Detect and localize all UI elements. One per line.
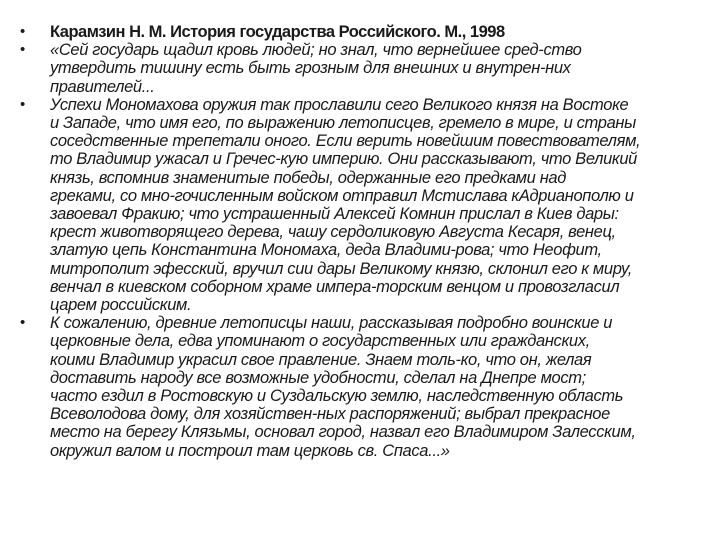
slide-content [0, 23, 720, 460]
text-line: крест животворящего дерева, чашу сердоликовую Августа Кесаря, венец, [50, 223, 616, 242]
text-line: доставить народу все возможные удобности, сделал на Днепре мост; [50, 368, 586, 387]
text-line: митрополит эфесский, вручил сии дары Великому князю, склонил его к миру, [50, 259, 633, 278]
quote-paragraph [0, 314, 720, 460]
text-line: «Сей государь щадил кровь людей; но знал, что вернейшее сред-ство [50, 41, 582, 60]
text-line: коими Владимир украсил свое правление. Знаем толь-ко, что он, желая [50, 350, 592, 369]
text-line: Всеволодова дому, для хозяйствен-ных распоряжений; выбрал прекрасное [50, 405, 610, 424]
bullet-icon: • [20, 41, 26, 59]
text-line: греками, со мно-гочисленным войском отправил Мстислава кАдрианополю и [50, 186, 634, 205]
text-line: Успехи Мономахова оружия так прославили сего Великого князя на Востоке [50, 95, 629, 114]
text-line: место на берегу Клязьмы, основал город, назвал его Владимиром Залесским, [50, 423, 636, 442]
text-line: и Западе, что имя его, по выражению летописцев, гремело в мире, и страны [50, 114, 636, 133]
bullet-icon: • [20, 314, 26, 332]
text-line: то Владимир ужасал и Гречес-кую империю. Они рассказывают, что Великий [50, 150, 637, 169]
source-citation [0, 23, 720, 41]
text-line: царем российским. [50, 296, 192, 315]
text-line: Карамзин Н. М. История государства Российского. М., 1998 [50, 23, 505, 41]
text-line: венчал в киевском соборном храме импера-торским венцом и провозгласил [50, 277, 620, 296]
text-line: правителей... [50, 77, 155, 96]
bullet-icon: • [20, 23, 26, 40]
text-line: утвердить тишину есть быть грозным для внешних и внутрен-них [50, 59, 571, 78]
text-line: окружил валом и построил там церковь св. Спаса...» [50, 441, 450, 460]
text-line: завоевал Фракию; что устрашенный Алексей Комнин прислал в Киев дары: [50, 205, 619, 224]
text-line: К сожалению, древние летописцы наши, рассказывая подробно воинские и [50, 314, 613, 333]
text-line: князь, вспомнив знаменитые победы, одержанные его предками над [50, 168, 567, 187]
text-line: златую цепь Константина Мономаха, деда Владими-рова; что Неофит, [50, 241, 602, 260]
text-line: соседственные трепетали оного. Если верить новейшим повествователям, [50, 132, 641, 151]
bullet-icon: • [20, 95, 26, 113]
quote-paragraph [0, 96, 720, 314]
quote-paragraph [0, 41, 720, 96]
text-line: церковные дела, едва упоминают о государственных или гражданских, [50, 332, 590, 351]
text-line: часто ездил в Ростовскую и Суздальскую землю, наследственную область [50, 387, 624, 406]
